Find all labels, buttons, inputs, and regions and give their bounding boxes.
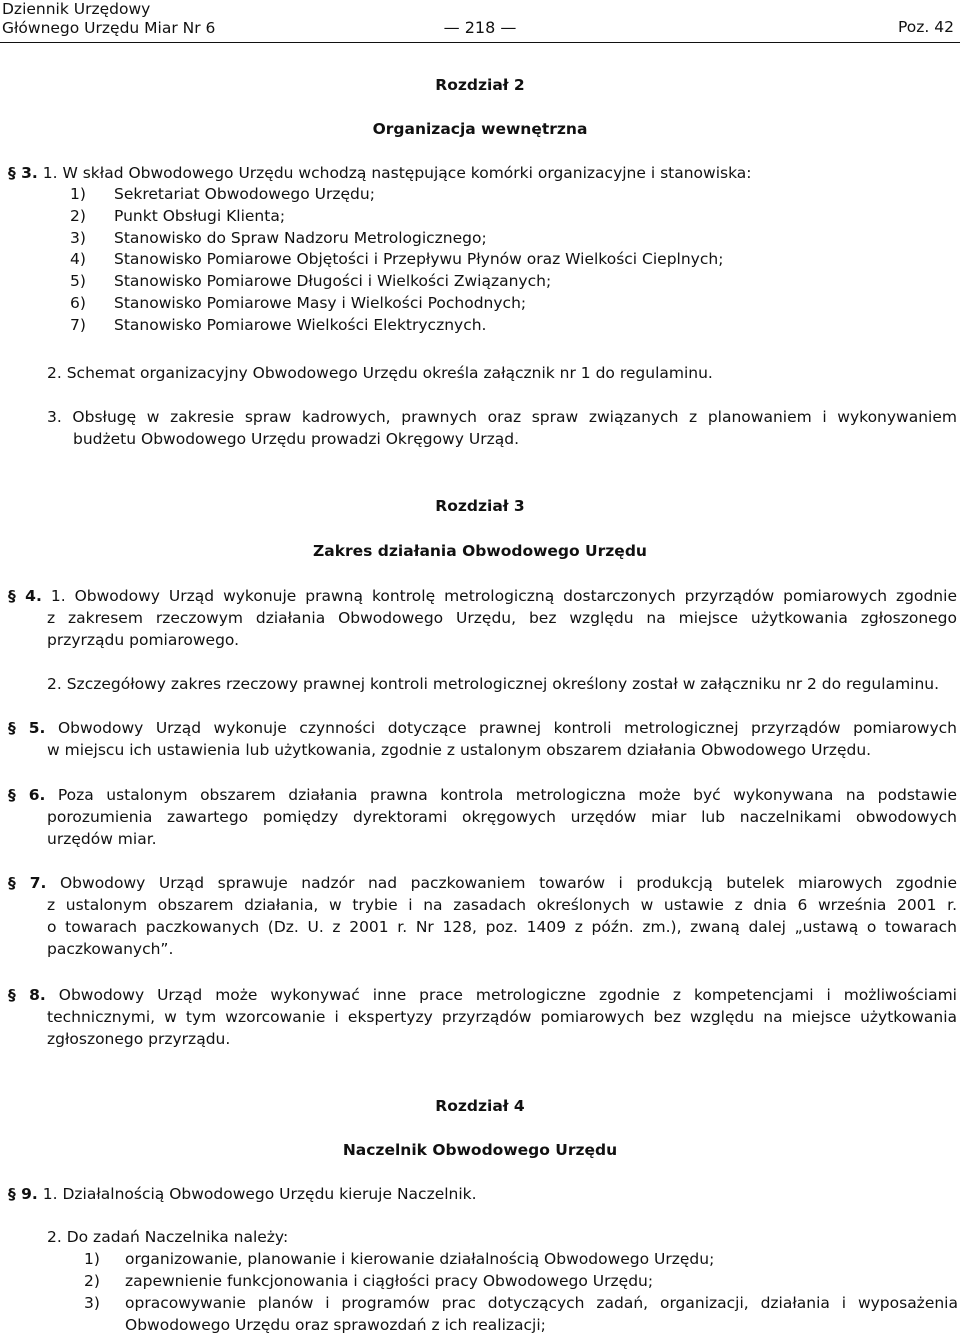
chapter-2-title: Rozdział 2 (435, 76, 525, 94)
section-6-line-1 (8, 784, 957, 806)
list-item-text: Punkt Obsługi Klienta; (114, 206, 286, 225)
section-4-p1-line-3: przyrządu pomiarowego. (47, 631, 240, 649)
section-4-p1-line-1 (8, 585, 957, 607)
section-7-line-3: o towarach paczkowanych (Dz. U. z 2001 r. Nr 128, poz. 1409 z późn. zm.), zwaną dalej „ustawą o towarach (47, 918, 957, 936)
list-item-text: Stanowisko do Spraw Nadzoru Metrologicznego; (114, 228, 487, 247)
section-7-line-1-text: Obwodowy Urząd sprawuje nadzór nad paczkowaniem towarów i produkcją butelek miarowych zgodnie (59, 874, 957, 892)
list-item (70, 249, 950, 271)
section-4-p1-line-1-text: 1. Obwodowy Urząd wykonuje prawną kontrolę metrologiczną dostarczonych przyrządów pomiarowych zgodnie (50, 587, 957, 605)
chapter-4-subtitle: Naczelnik Obwodowego Urzędu (342, 1141, 618, 1159)
section-7-line-1 (8, 872, 957, 894)
section-6-line-1-text: Poza ustalonym obszarem działania prawna kontrola metrologiczna może być wykonywana na podstawie (57, 786, 957, 804)
list-item (70, 271, 950, 293)
chapter-3-subtitle: Zakres działania Obwodowego Urzędu (313, 542, 647, 560)
section-9-paragraph-1 (8, 1183, 957, 1205)
section-3-p3-line-2: budżetu Obwodowego Urzędu prowadzi Okręgowy Urząd. (73, 430, 520, 448)
section-3-list (70, 184, 950, 337)
chapter-4-title: Rozdział 4 (435, 1097, 525, 1115)
section-7-line-4: paczkowanych”. (47, 940, 174, 958)
list-item-number: 4) (70, 250, 86, 269)
section-9-list (84, 1248, 958, 1336)
list-item (70, 206, 950, 228)
list-item-number: 5) (70, 272, 86, 291)
list-item-text: Stanowisko Pomiarowe Masy i Wielkości Pochodnych; (114, 293, 527, 312)
section-7 (8, 872, 957, 960)
section-3-marker: § 3. (8, 164, 38, 182)
section-8-line-2: technicznymi, w tym wzorcowanie i ekspertyzy przyrządów pomiarowych bez względu na miejsce użytkowania (47, 1008, 957, 1026)
section-3-paragraph-1 (8, 162, 957, 184)
section-8 (8, 984, 957, 1050)
list-item-number: 1) (84, 1250, 100, 1268)
section-3-p3-line-1: 3. Obsługę w zakresie spraw kadrowych, prawnych oraz spraw związanych z planowaniem i wykonywaniem (47, 408, 957, 426)
list-item (84, 1292, 958, 1336)
header-rule (0, 42, 960, 43)
list-item-text: Stanowisko Pomiarowe Objętości i Przepływu Płynów oraz Wielkości Cieplnych; (114, 250, 724, 269)
section-9-paragraph-2: 2. Do zadań Naczelnika należy: (47, 1228, 289, 1246)
list-item (70, 293, 950, 315)
page-header (0, 0, 960, 44)
list-item-number: 6) (70, 293, 86, 312)
list-item-text-line-1: opracowywanie planów i programów prac dotyczących zadań, organizacji, działania i wyposażenia (125, 1294, 958, 1312)
section-5-marker: § 5. (8, 719, 46, 737)
list-item-number: 2) (70, 206, 86, 225)
section-8-line-1 (8, 984, 957, 1006)
section-6-marker: § 6. (8, 786, 46, 804)
list-item-number: 3) (70, 228, 86, 247)
publication-line-2: Głównego Urzędu Miar Nr 6 (2, 19, 216, 37)
section-5 (8, 717, 957, 761)
list-item-number: 7) (70, 315, 86, 334)
chapter-2-subtitle: Organizacja wewnętrzna (372, 120, 588, 138)
list-item-text-line-2: Obwodowego Urzędu oraz sprawozdań z ich realizacji; (125, 1316, 546, 1334)
list-item-number: 1) (70, 185, 86, 203)
list-item (84, 1270, 958, 1292)
section-4-paragraph-1 (8, 585, 957, 651)
list-item-text: Stanowisko Pomiarowe Długości i Wielkości Związanych; (114, 272, 552, 291)
section-6-line-3: urzędów miar. (47, 830, 157, 848)
list-item (70, 184, 950, 206)
publication-line-1: Dziennik Urzędowy (2, 0, 151, 18)
section-6-line-2: porozumienia zawartego pomiędzy dyrektorami okręgowych urzędów miar lub naczelnikami obwodowych (47, 808, 957, 826)
section-3-p1-text: 1. W skład Obwodowego Urzędu wchodzą następujące komórki organizacyjne i stanowiska: (42, 164, 752, 182)
section-4-marker: § 4. (8, 587, 42, 605)
section-3-paragraph-2: 2. Schemat organizacyjny Obwodowego Urzędu określa załącznik nr 1 do regulaminu. (47, 364, 713, 382)
position-number: Poz. 42 (898, 18, 954, 36)
list-item-text: Stanowisko Pomiarowe Wielkości Elektrycznych. (114, 315, 487, 334)
list-item-text: organizowanie, planowanie i kierowanie działalnością Obwodowego Urzędu; (125, 1250, 715, 1268)
page-number: — 218 — (443, 18, 517, 37)
chapter-3-title: Rozdział 3 (435, 497, 525, 515)
section-5-line-2: w miejscu ich ustawienia lub użytkowania, zgodnie z ustalonym obszarem działania Obwodowego Urzędu. (47, 741, 872, 759)
section-9-p1-text: 1. Działalnością Obwodowego Urzędu kieruje Naczelnik. (42, 1185, 477, 1203)
list-item-number: 3) (84, 1294, 100, 1312)
list-item (70, 228, 950, 250)
section-3-paragraph-3 (47, 406, 957, 450)
section-4-p1-line-2: z zakresem rzeczowym działania Obwodowego Urzędu, bez względu na miejsce użytkowania zgłoszonego (47, 609, 957, 627)
list-item-text: Sekretariat Obwodowego Urzędu; (114, 185, 375, 203)
section-9-marker: § 9. (8, 1185, 38, 1203)
section-7-marker: § 7. (8, 874, 47, 892)
section-8-line-3: zgłoszonego przyrządu. (47, 1030, 231, 1048)
section-8-line-1-text: Obwodowy Urząd może wykonywać inne prace metrologiczne zgodnie z kompetencjami i możliwościami (58, 986, 957, 1004)
section-5-line-1-text: Obwodowy Urząd wykonuje czynności dotyczące prawnej kontroli metrologicznej przyrządów pomiarowych (57, 719, 957, 737)
section-6 (8, 784, 957, 850)
list-item (84, 1248, 958, 1270)
list-item (70, 315, 950, 337)
section-7-line-2: z ustalonym obszarem działania, w trybie i na zasadach określonych w ustawie z dnia 6 września 2001 r. (47, 896, 957, 914)
list-item-text (125, 1292, 958, 1336)
section-5-line-1 (8, 717, 957, 739)
list-item-text: zapewnienie funkcjonowania i ciągłości pracy Obwodowego Urzędu; (125, 1272, 654, 1290)
section-8-marker: § 8. (8, 986, 46, 1004)
list-item-number: 2) (84, 1272, 100, 1290)
section-4-paragraph-2: 2. Szczegółowy zakres rzeczowy prawnej kontroli metrologicznej określony został w załączniku nr 2 do regulaminu. (47, 675, 940, 693)
